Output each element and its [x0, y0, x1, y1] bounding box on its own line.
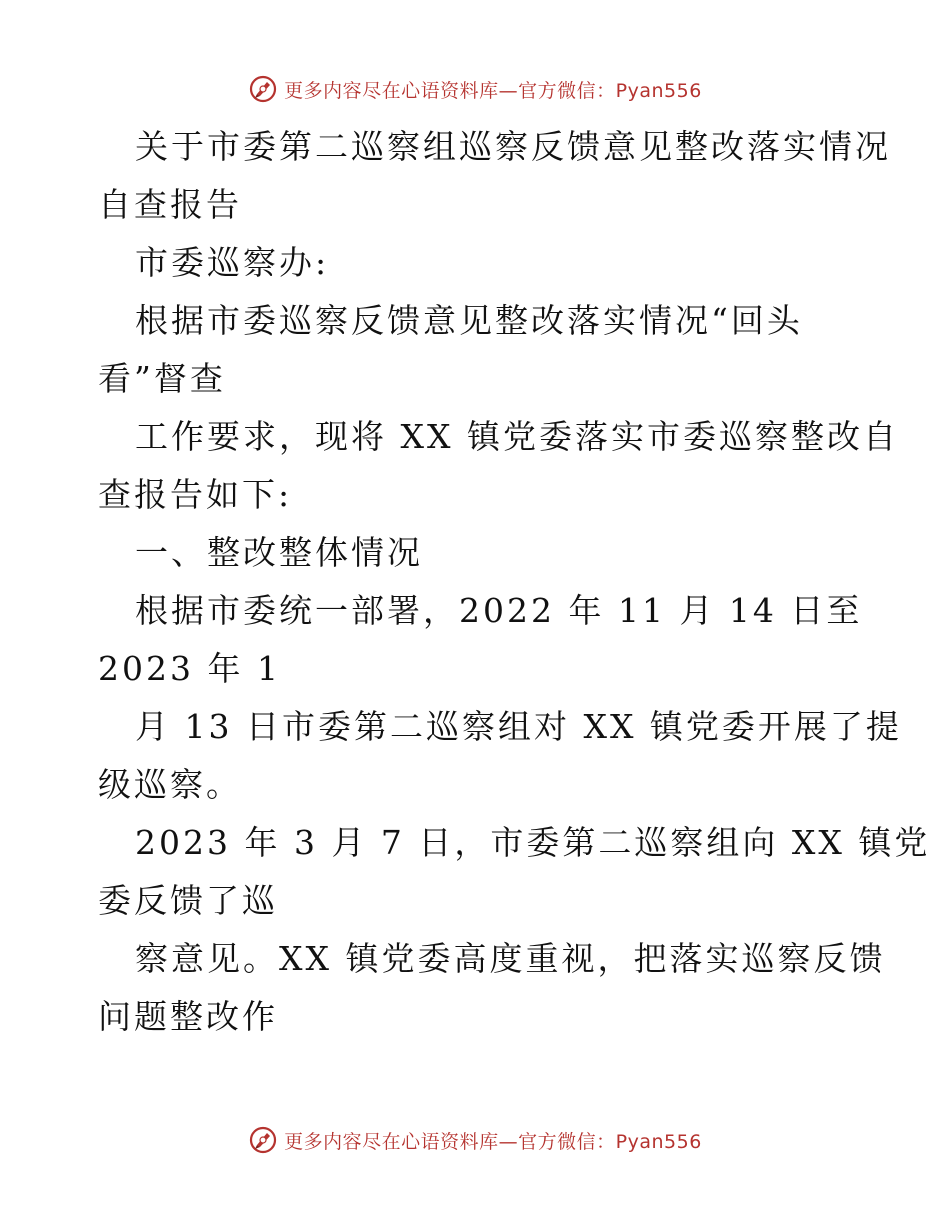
text-line: 月 13 日市委第二巡察组对 XX 镇党委开展了提: [135, 707, 902, 746]
text-line: 一、整改整体情况: [135, 533, 423, 572]
text-line: 查报告如下:: [98, 475, 293, 514]
text-line: 2023 年 1: [98, 649, 281, 688]
watermark-text: 更多内容尽在心语资料库—官方微信：Pyan556: [284, 1130, 702, 1153]
text-line: 根据市委统一部署，2022 年 11 月 14 日至: [135, 591, 863, 630]
text-line: 根据市委巡察反馈意见整改落实情况“回头: [135, 301, 803, 340]
text-line: 市委巡察办:: [135, 243, 330, 282]
text-line: 2023 年 3 月 7 日，市委第二巡察组向 XX 镇党: [135, 823, 931, 862]
text-line: 级巡察。: [98, 765, 242, 804]
text-line: 委反馈了巡: [98, 881, 278, 920]
watermark-text: 更多内容尽在心语资料库—官方微信：Pyan556: [284, 79, 702, 102]
text-line: 看”督查: [98, 359, 226, 398]
text-line: 自查报告: [98, 185, 242, 224]
logo-icon: [248, 1125, 278, 1155]
text-line: 察意见。XX 镇党委高度重视，把落实巡察反馈: [135, 939, 886, 978]
logo-icon: [248, 74, 278, 104]
text-line: 问题整改作: [98, 997, 278, 1036]
text-line: 工作要求，现将 XX 镇党委落实市委巡察整改自: [135, 417, 899, 456]
document-body: [98, 118, 931, 1046]
text-line: 关于市委第二巡察组巡察反馈意见整改落实情况: [135, 127, 891, 166]
watermark-header: [0, 72, 950, 106]
watermark-footer: [0, 1123, 950, 1157]
